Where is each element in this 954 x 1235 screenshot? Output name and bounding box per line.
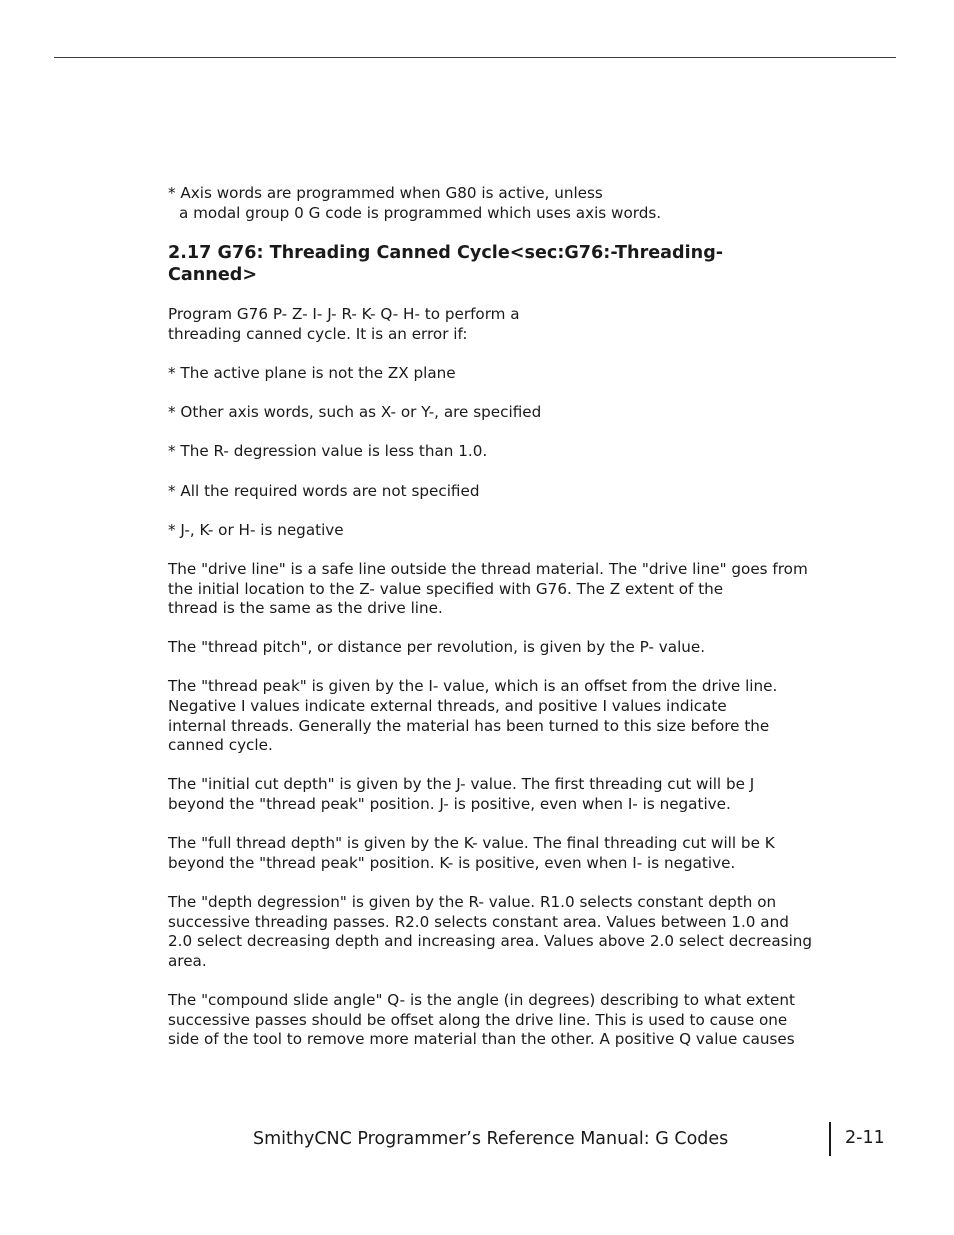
paragraph-drive-line (168, 560, 808, 619)
text-line: beyond the "thread peak" position. J- is positive, even when I- is negative. (168, 795, 731, 814)
footer-divider (829, 1122, 831, 1156)
footer-title: SmithyCNC Programmer’s Reference Manual: G Codes (253, 1129, 729, 1149)
paragraph-thread-peak (168, 677, 808, 755)
page-body (168, 184, 813, 1050)
list-item: * The R- degression value is less than 1.0. (168, 442, 488, 461)
section-heading (168, 242, 808, 286)
list-item: * Other axis words, such as X- or Y-, are specified (168, 403, 542, 422)
text-line: internal threads. Generally the material has been turned to this size before the (168, 716, 770, 735)
intro-note (168, 184, 808, 223)
text-line: The "compound slide angle" Q- is the angle (in degrees) describing to what extent (168, 990, 795, 1009)
heading-line: 2.17 G76: Threading Canned Cycle<sec:G76:-Threading- (168, 243, 724, 264)
text-line: The "initial cut depth" is given by the J- value. The first threading cut will be J (168, 775, 755, 794)
paragraph-thread-pitch (168, 638, 808, 658)
text-line: The "depth degression" is given by the R- value. R1.0 selects constant depth on (168, 893, 777, 911)
header-rule (54, 57, 896, 58)
list-item: * J-, K- or H- is negative (168, 520, 344, 539)
paragraph-program (168, 305, 808, 344)
text-line: The "thread peak" is given by the I- value, which is an offset from the drive line. (168, 677, 778, 696)
paragraph-compound-slide-angle (168, 991, 808, 1050)
list-item: * The active plane is not the ZX plane (168, 363, 456, 382)
text-line: side of the tool to remove more material than the other. A positive Q value causes (168, 1030, 795, 1049)
page-number: 2-11 (845, 1128, 885, 1148)
text-line: * Axis words are programmed when G80 is active, unless (168, 184, 603, 202)
text-line: successive threading passes. R2.0 selects constant area. Values between 1.0 and (168, 912, 789, 931)
text-line: Negative I values indicate external threads, and positive I values indicate (168, 697, 727, 716)
text-line: successive passes should be offset along the drive line. This is used to cause one (168, 1010, 788, 1029)
text-line: area. (168, 951, 207, 970)
text-line: Program G76 P- Z- I- J- R- K- Q- H- to perform a (168, 305, 520, 324)
text-line: 2.0 select decreasing depth and increasing area. Values above 2.0 select decreasing (168, 932, 813, 951)
error-list (168, 364, 808, 540)
text-line: The "drive line" is a safe line outside the thread material. The "drive line" goes from (168, 559, 808, 578)
text-line: the initial location to the Z- value specified with G76. The Z extent of the (168, 579, 724, 598)
paragraph-full-thread-depth (168, 834, 808, 873)
paragraph-depth-degression (168, 893, 813, 971)
text-line: threading canned cycle. It is an error if: (168, 324, 468, 343)
text-line: a modal group 0 G code is programmed which uses axis words. (179, 203, 662, 222)
text-line: The "thread pitch", or distance per revolution, is given by the P- value. (168, 638, 706, 657)
text-line: thread is the same as the drive line. (168, 599, 443, 618)
paragraph-initial-cut-depth (168, 775, 808, 814)
text-line: beyond the "thread peak" position. K- is positive, even when I- is negative. (168, 853, 736, 872)
text-line: canned cycle. (168, 736, 273, 755)
list-item: * All the required words are not specified (168, 481, 480, 500)
text-line: The "full thread depth" is given by the K- value. The final threading cut will be K (168, 834, 775, 853)
heading-line: Canned> (168, 265, 258, 286)
